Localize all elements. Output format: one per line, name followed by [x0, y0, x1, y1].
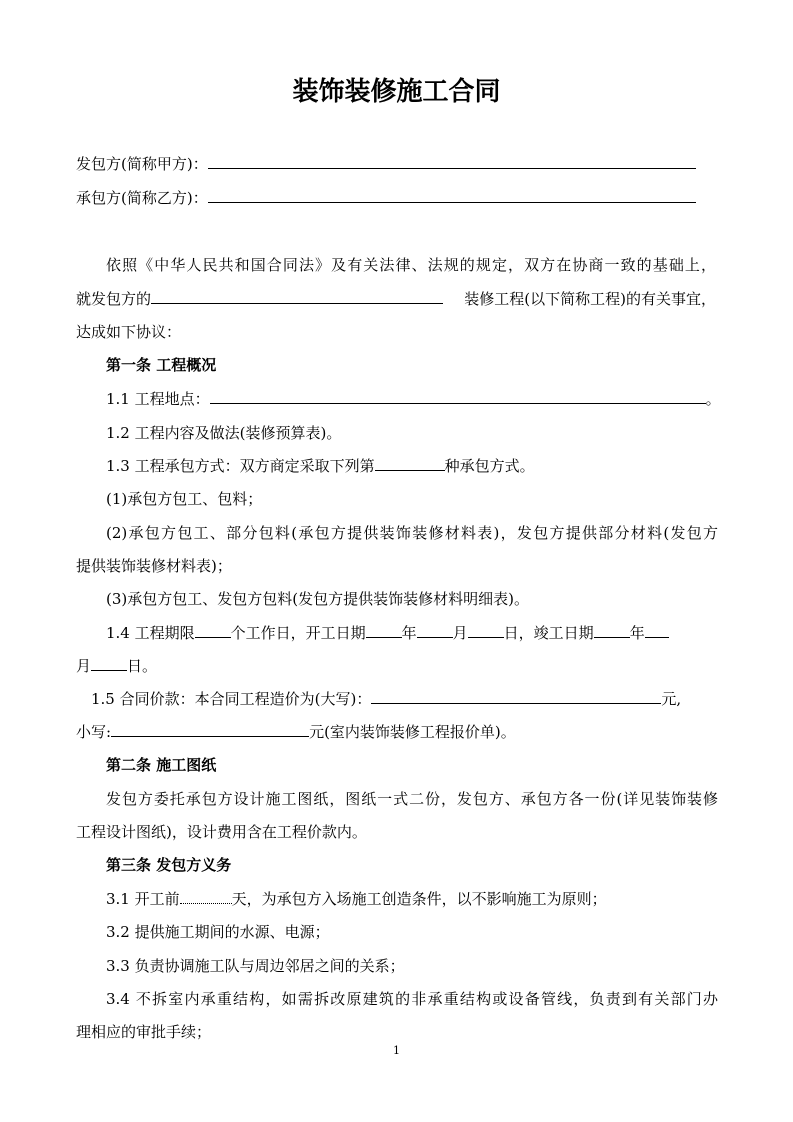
finish-label: 日，竣工日期 — [503, 624, 594, 642]
option-2-line-2: 提供装饰装修材料表)； — [76, 557, 232, 575]
item-3-1-label: 3.1 开工前 — [106, 890, 180, 908]
document-title: 装饰装修施工合同 — [292, 77, 501, 107]
contract-type-blank — [375, 456, 445, 471]
article-3-heading: 第三条 发包方义务 — [106, 856, 232, 874]
finish-month-label: 月 — [76, 657, 92, 675]
option-3: (3)承包方包工、发包方包料(发包方提供装饰装修材料明细表)。 — [106, 590, 529, 608]
item-1-5 — [91, 689, 681, 709]
start-year-blank — [366, 623, 402, 638]
finish-year-label: 年 — [629, 624, 645, 642]
start-year-label: 年 — [401, 624, 417, 642]
article-1-heading: 第一条 工程概况 — [106, 356, 217, 374]
intro-line-2 — [76, 289, 716, 309]
item-1-4-line-2 — [76, 656, 157, 676]
item-1-4-start-label: 个工作日，开工日期 — [230, 624, 366, 642]
item-1-1-end: 。 — [705, 390, 721, 408]
price-lowercase-end: 元(室内装饰装修工程报价单)。 — [309, 723, 516, 741]
price-lowercase-blank — [111, 722, 309, 737]
party-a-label: 发包方(简称甲方)： — [76, 155, 208, 173]
days-before-blank — [180, 889, 232, 904]
finish-day-label: 日。 — [127, 657, 158, 675]
party-b-row — [76, 188, 696, 208]
item-3-3: 3.3 负责协调施工队与周边邻居之间的关系； — [106, 957, 405, 975]
item-1-4 — [106, 623, 669, 643]
article-2-heading: 第二条 施工图纸 — [106, 756, 217, 774]
site-address-blank — [210, 389, 706, 404]
item-1-5-unit: 元, — [661, 690, 682, 708]
item-1-1-label: 1.1 工程地点： — [106, 390, 210, 408]
intro-line-1: 依照《中华人民共和国合同法》及有关法律、法规的规定，双方在协商一致的基础上， — [106, 256, 716, 274]
page-number: 1 — [393, 1044, 400, 1057]
article-2-line-1: 发包方委托承包方设计施工图纸，图纸一式二份，发包方、承包方各一份(详见装饰装修 — [106, 790, 718, 808]
intro-text-b: 装修工程(以下简称工程)的有关事宜， — [464, 290, 716, 308]
item-3-2: 3.2 提供施工期间的水源、电源； — [106, 923, 330, 941]
item-1-5-label: 1.5 合同价款：本合同工程造价为(大写)： — [91, 690, 372, 708]
item-1-4-label: 1.4 工程期限 — [106, 624, 195, 642]
item-1-5-line-2 — [76, 722, 516, 742]
article-2-line-2: 工程设计图纸)，设计费用含在工程价款内。 — [76, 823, 367, 841]
item-1-2: 1.2 工程内容及做法(装修预算表)。 — [106, 424, 342, 442]
intro-text-a: 就发包方的 — [76, 290, 152, 308]
item-3-4-line-2: 理相应的审批手续； — [76, 1023, 212, 1041]
workdays-blank — [195, 623, 231, 638]
start-month-blank — [417, 623, 453, 638]
price-uppercase-blank — [371, 689, 661, 704]
item-1-3-end: 种承包方式。 — [444, 457, 535, 475]
intro-line-3: 达成如下协议： — [76, 323, 182, 341]
option-1: (1)承包方包工、包料； — [106, 490, 263, 508]
price-lowercase-label: 小写: — [76, 723, 112, 741]
option-2-line-1: (2)承包方包工、部分包料(承包方提供装饰装修材料表)，发包方提供部分材料(发包方 — [106, 524, 718, 542]
party-a-blank — [208, 154, 696, 169]
finish-day-blank — [91, 656, 127, 671]
item-1-1 — [106, 389, 721, 409]
project-name-blank — [151, 289, 443, 304]
item-3-1-end: 天，为承包方入场施工创造条件，以不影响施工为原则； — [231, 890, 607, 908]
party-b-label: 承包方(简称乙方)： — [76, 189, 208, 207]
finish-year-blank — [594, 623, 630, 638]
party-b-blank — [208, 188, 696, 203]
item-3-1 — [106, 889, 607, 909]
item-1-3-label: 1.3 工程承包方式：双方商定采取下列第 — [106, 457, 375, 475]
start-day-blank — [468, 623, 504, 638]
finish-month-blank — [645, 623, 669, 638]
party-a-row — [76, 154, 696, 174]
item-3-4-line-1: 3.4 不拆室内承重结构，如需拆改原建筑的非承重结构或设备管线，负责到有关部门办 — [106, 990, 718, 1008]
start-month-label: 月 — [452, 624, 468, 642]
item-1-3 — [106, 456, 535, 476]
